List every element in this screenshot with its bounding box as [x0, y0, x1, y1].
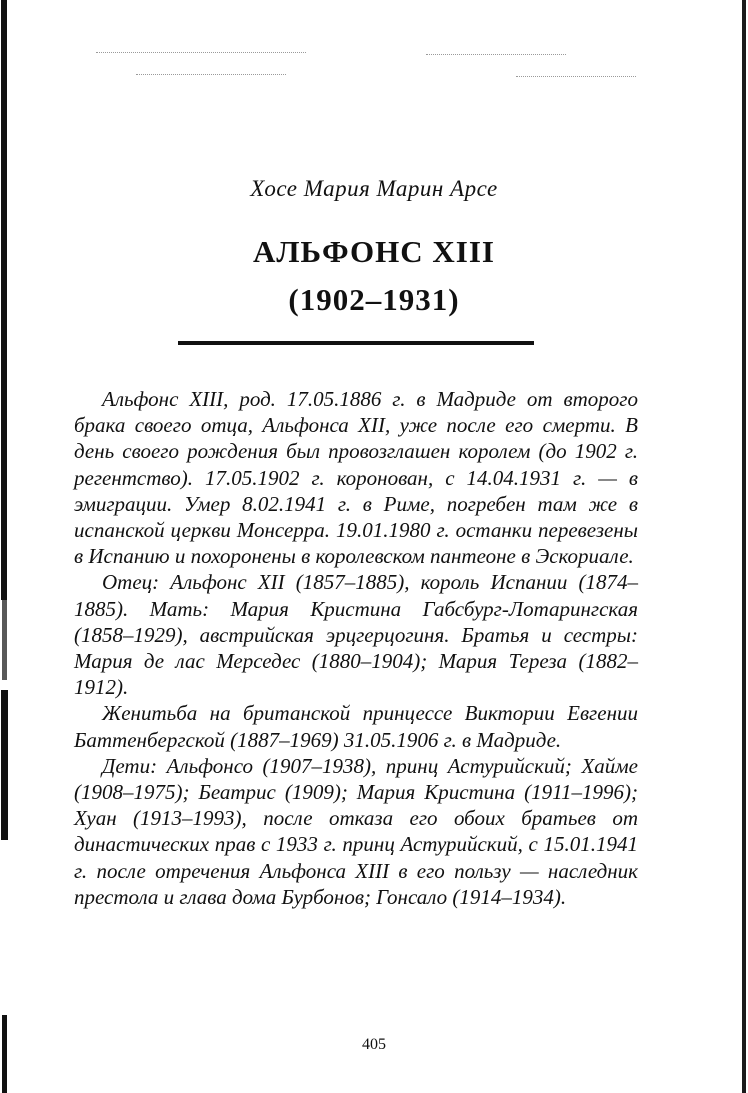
page-number: 405	[362, 1036, 386, 1053]
paragraph-biography: Альфонс XIII, род. 17.05.1886 г. в Мадриде от второго брака своего отца, Альфонса XII, уже после его смерти. В день своего рождения был провозглашен королем (до 1902 г. регентство). 17.05.1902 г. коронован, с 14.04.1931 г. — в эмиграции. Умер 8.02.1941 г. в Риме, погребен там же в испанской церкви Монсерра. 19.01.1980 г. останки перевезены в Испанию и похоронены в королевском пантеоне в Эскориале.	[74, 387, 638, 569]
chapter-title: АЛЬФОНС XIII	[253, 234, 495, 269]
title-rule	[178, 341, 534, 345]
paragraph-children: Дети: Альфонсо (1907–1938), принц Астурийский; Хайме (1908–1975); Беатрис (1909); Мария Кристина (1911–1996); Хуан (1913–1993), после отказа его обоих братьев от династических прав с 1933 г. принц Астурийский, с 15.01.1941 г. после отречения Альфонса XIII в его пользу — наследник престола и глава дома Бурбонов; Гонсало (1914–1934).	[74, 753, 638, 909]
scan-right-edge	[742, 0, 746, 1093]
scan-left-edge	[0, 0, 10, 1093]
chapter-body	[74, 386, 638, 910]
paragraph-parents: Отец: Альфонс XII (1857–1885), король Испании (1874–1885). Мать: Мария Кристина Габсбург-Лотарингская (1858–1929), австрийская эрцгерцогиня. Братья и сестры: Мария де лас Мерседес (1880–1904); Мария Тереза (1882–1912).	[74, 570, 638, 700]
chapter-years: (1902–1931)	[288, 282, 460, 317]
paragraph-marriage: Женитьба на британской принцессе Виктории Евгении Баттенбергской (1887–1969) 31.05.1906 г. в Мадриде.	[74, 701, 638, 752]
scan-noise	[96, 48, 636, 88]
author-name: Хосе Мария Марин Арсе	[250, 176, 498, 201]
